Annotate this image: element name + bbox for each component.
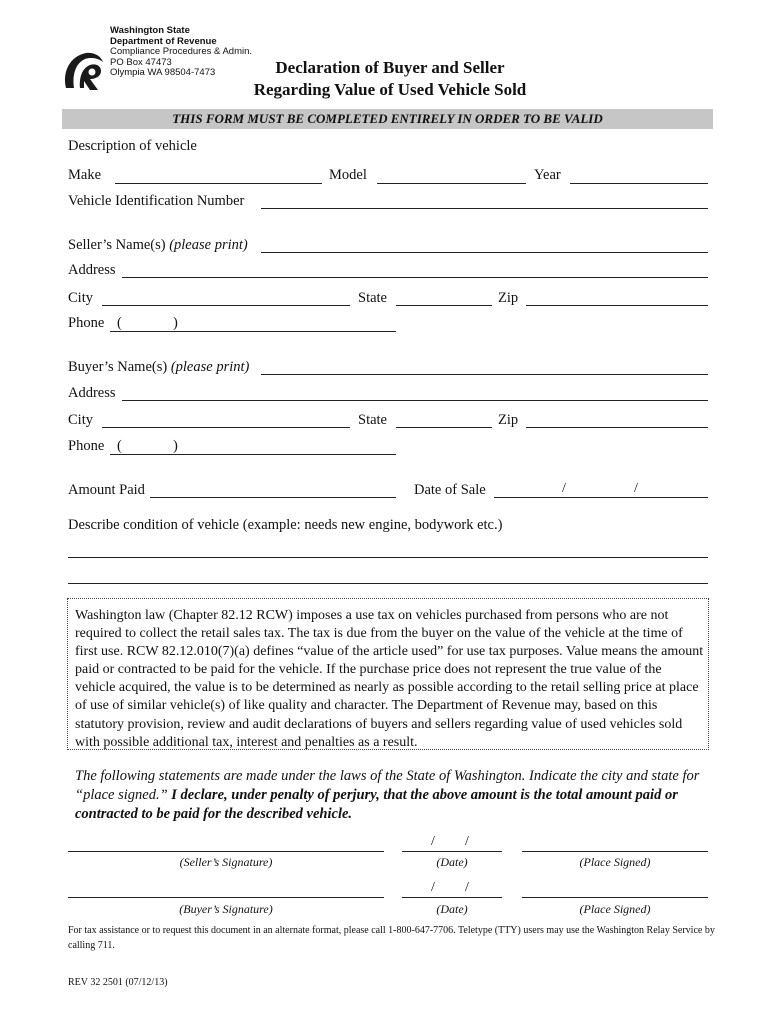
buyer-state-field[interactable] — [396, 427, 492, 428]
seller-date-field[interactable] — [402, 851, 502, 852]
seller-signature-caption: (Seller’s Signature) — [179, 855, 273, 869]
agency-line-1: Washington State — [110, 25, 190, 36]
seller-date-slash-1: / — [431, 834, 435, 849]
form-title — [230, 57, 550, 101]
form-revision-id: REV 32 2501 (07/12/13) — [68, 977, 168, 988]
vin-field[interactable] — [261, 208, 708, 209]
agency-line-5: Olympia WA 98504-7473 — [110, 67, 216, 79]
seller-address-field[interactable] — [122, 277, 708, 278]
buyer-phone-label: Phone — [68, 438, 105, 454]
seller-signature-field[interactable] — [68, 851, 384, 852]
buyer-date-caption: (Date) — [436, 902, 468, 916]
buyer-date-slash-2: / — [465, 880, 469, 895]
buyer-state-label: State — [358, 412, 387, 428]
seller-phone-label: Phone — [68, 315, 105, 331]
condition-field-line-2[interactable] — [68, 583, 708, 584]
date-of-sale-slash-1: / — [562, 481, 566, 496]
date-of-sale-slash-2: / — [634, 481, 638, 496]
department-of-revenue-logo — [60, 48, 106, 94]
make-field[interactable] — [115, 183, 322, 184]
validity-banner: THIS FORM MUST BE COMPLETED ENTIRELY IN ORDER TO BE VALID — [62, 109, 713, 129]
agency-line-2: Department of Revenue — [110, 35, 217, 47]
seller-place-caption: (Place Signed) — [579, 855, 651, 869]
seller-address-label: Address — [68, 262, 116, 278]
buyer-signature-caption: (Buyer’s Signature) — [179, 902, 273, 916]
amount-paid-label: Amount Paid — [68, 482, 145, 498]
buyer-place-caption: (Place Signed) — [579, 902, 651, 916]
condition-field-line-1[interactable] — [68, 557, 708, 558]
buyer-zip-field[interactable] — [526, 427, 708, 428]
make-label: Make — [68, 167, 102, 183]
seller-zip-field[interactable] — [526, 305, 708, 306]
buyer-place-field[interactable] — [522, 897, 708, 898]
year-field[interactable] — [570, 183, 708, 184]
form-title-line-2: Regarding Value of Used Vehicle Sold — [253, 80, 527, 99]
buyer-zip-label: Zip — [498, 412, 519, 428]
buyer-city-field[interactable] — [102, 427, 350, 428]
buyer-address-field[interactable] — [122, 400, 708, 401]
seller-zip-label: Zip — [498, 290, 519, 306]
declaration-perjury: I declare, under penalty of perjury, that the above amount is the total amount paid or contracted to be paid for the described vehicle. — [75, 787, 678, 822]
seller-name-field[interactable] — [261, 252, 708, 253]
seller-place-field[interactable] — [522, 851, 708, 852]
declaration-intro: The following statements are made under the laws of the State of Washington. Indicate the city and state for “place signed.” — [75, 768, 700, 803]
seller-date-caption: (Date) — [436, 855, 468, 869]
seller-phone-close-paren: ) — [173, 315, 178, 331]
buyer-city-label: City — [68, 412, 93, 428]
buyer-address-label: Address — [68, 385, 116, 401]
declaration-statement — [75, 767, 715, 824]
law-notice-text: Washington law (Chapter 82.12 RCW) imposes a use tax on vehicles purchased from persons who are not required to collect the retail sales tax. The tax is due from the buyer on the value of the vehicle at the time of first use. RCW 82.12.010(7)(a) defines “value of the article used” for use tax purposes. Value means the amount paid or contracted to be paid for the vehicle. If the purchase price does not represent the true value of the vehicle acquired, the value is to be determined as nearly as possible according to the retail selling price at place of use of similar vehicle(s) of like quality and character. The Department of Revenue may, based on this statutory provision, review and audit declarations of buyers and sellers regarding value of used vehicles sold with possible additional tax, interest and penalties as a result. — [75, 608, 704, 750]
buyer-date-field[interactable] — [402, 897, 502, 898]
date-of-sale-field[interactable] — [494, 497, 708, 498]
buyer-phone-close-paren: ) — [173, 438, 178, 454]
seller-city-label: City — [68, 290, 93, 306]
seller-state-field[interactable] — [396, 305, 492, 306]
seller-name-label — [68, 237, 248, 254]
buyer-name-hint: (please print) — [170, 359, 250, 375]
seller-phone-field[interactable] — [110, 331, 396, 332]
seller-name-label-text: Seller’s Name(s) — [68, 237, 166, 253]
agency-line-4: PO Box 47473 — [110, 56, 172, 68]
vehicle-description-heading: Description of vehicle — [68, 138, 197, 154]
date-of-sale-label: Date of Sale — [414, 482, 486, 498]
model-field[interactable] — [377, 183, 526, 184]
agency-line-3: Compliance Procedures & Admin. — [110, 46, 253, 58]
buyer-signature-field[interactable] — [68, 897, 384, 898]
amount-paid-field[interactable] — [150, 497, 396, 498]
year-label: Year — [534, 167, 561, 183]
buyer-date-slash-1: / — [431, 880, 435, 895]
seller-date-slash-2: / — [465, 834, 469, 849]
buyer-phone-field[interactable] — [110, 454, 396, 455]
form-title-line-1: Declaration of Buyer and Seller — [275, 58, 505, 77]
condition-label: Describe condition of vehicle (example: needs new engine, bodywork etc.) — [68, 517, 503, 533]
buyer-name-field[interactable] — [261, 374, 708, 375]
vin-label: Vehicle Identification Number — [68, 193, 245, 209]
seller-state-label: State — [358, 290, 387, 306]
buyer-phone-open-paren: ( — [117, 438, 122, 454]
model-label: Model — [329, 167, 367, 183]
seller-phone-open-paren: ( — [117, 315, 122, 331]
buyer-name-label-text: Buyer’s Name(s) — [68, 359, 168, 375]
tax-assistance-footnote: For tax assistance or to request this document in an alternate format, please call 1-800-647-7706. Teletype (TTY) users may use the Washington Relay Service by calling 711. — [68, 925, 715, 951]
seller-name-hint: (please print) — [169, 237, 248, 253]
buyer-name-label — [68, 359, 249, 376]
seller-city-field[interactable] — [102, 305, 350, 306]
